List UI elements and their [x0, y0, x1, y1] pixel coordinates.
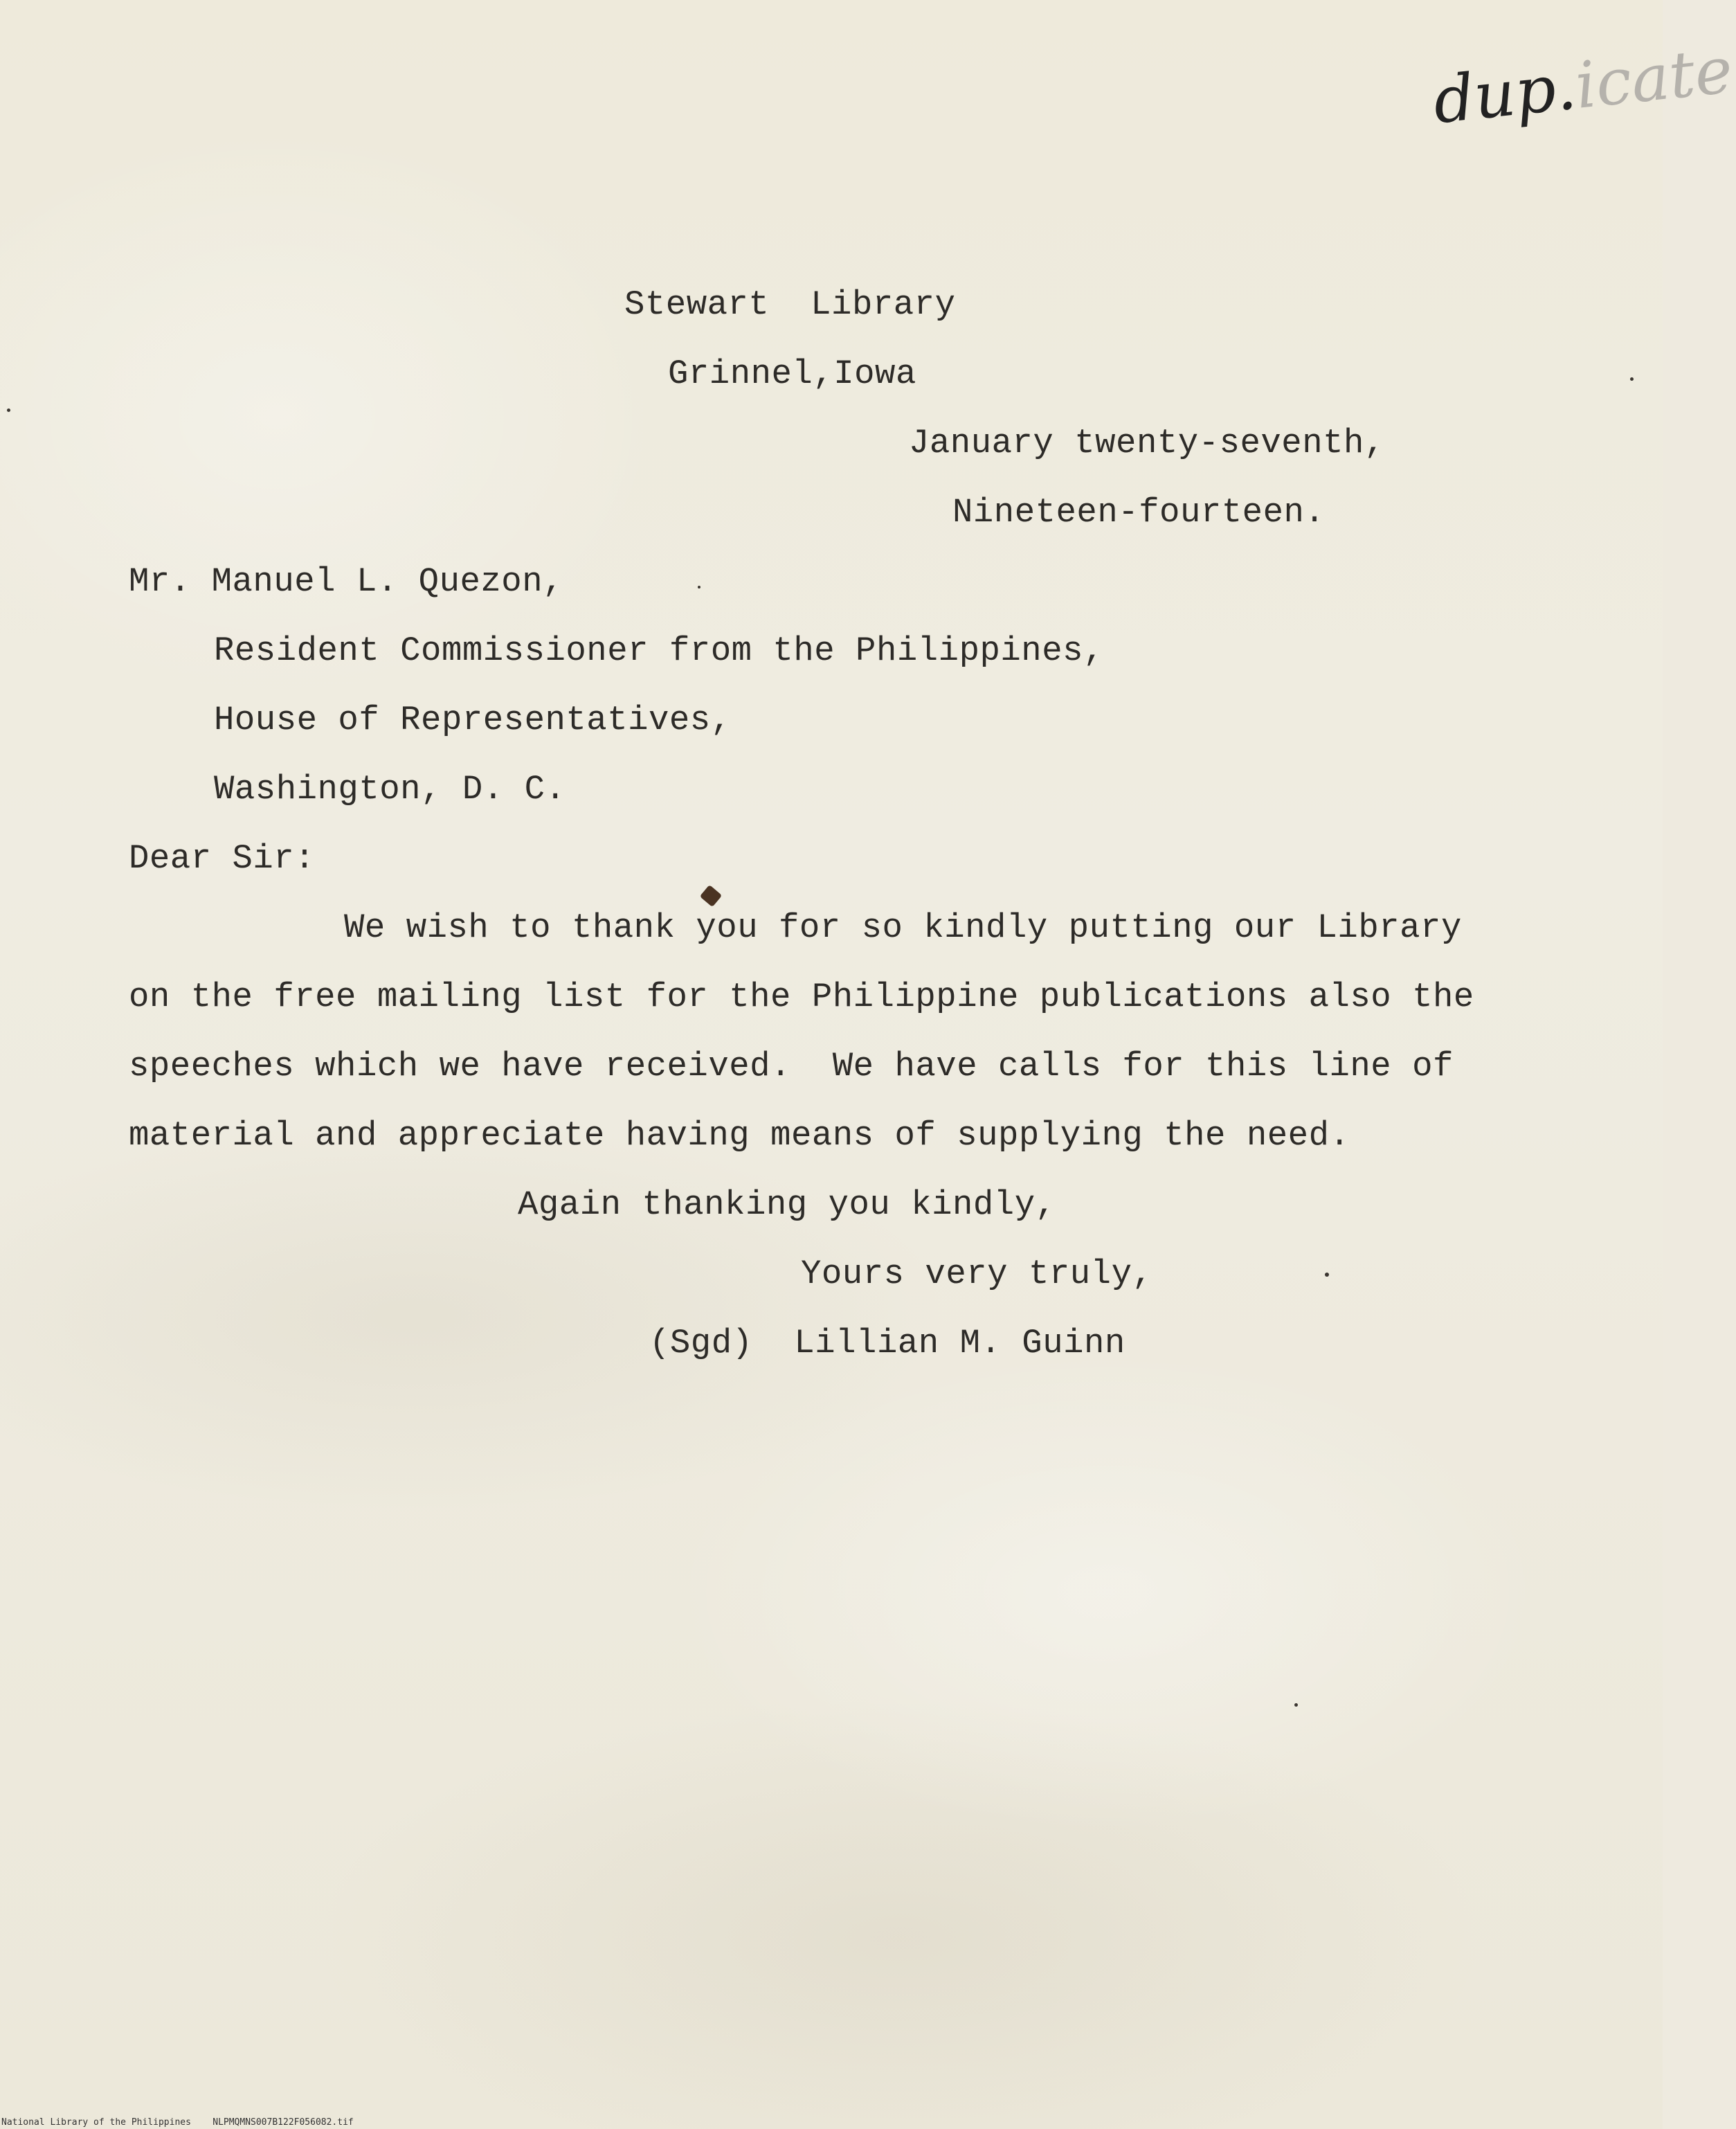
recipient-city: Washington, D. C.: [214, 770, 566, 809]
body-line: material and appreciate having means of supplying the need.: [129, 1116, 1350, 1155]
body-line: speeches which we have received. We have calls for this line of: [129, 1047, 1454, 1086]
date-line-1: January twenty-seventh,: [909, 424, 1385, 462]
annotation-ink: dup.: [1429, 49, 1580, 138]
closing-thanks: Again thanking you kindly,: [518, 1185, 1056, 1224]
archive-footer: National Library of the Philippines NLPMQMNS007B122F056082.tif: [1, 2117, 354, 2128]
paper-speck: [1325, 1273, 1329, 1277]
recipient-title: Resident Commissioner from the Philippines,: [214, 631, 1104, 670]
recipient-organization: House of Representatives,: [214, 701, 732, 739]
paper-speck: [7, 408, 10, 412]
paper-speck: [1294, 1703, 1298, 1707]
date-line-2: Nineteen-fourteen.: [952, 493, 1326, 532]
recipient-name: Mr. Manuel L. Quezon,: [129, 562, 564, 601]
handwritten-annotation: [1430, 33, 1736, 138]
body-line: We wish to thank you for so kindly putting our Library: [344, 908, 1462, 947]
salutation: Dear Sir:: [129, 839, 316, 878]
body-line: on the free mailing list for the Philippine publications also the: [129, 978, 1474, 1016]
closing-valediction: Yours very truly,: [801, 1255, 1153, 1293]
letterhead-institution: Stewart Library: [624, 285, 956, 324]
letterhead-location: Grinnel,Iowa: [668, 354, 916, 393]
paper-blot: [700, 885, 723, 907]
annotation-faded: icate: [1571, 33, 1736, 123]
closing-signature: (Sgd) Lillian M. Guinn: [649, 1324, 1125, 1363]
paper-speck: [1630, 377, 1634, 381]
paper-speck: [698, 586, 700, 589]
